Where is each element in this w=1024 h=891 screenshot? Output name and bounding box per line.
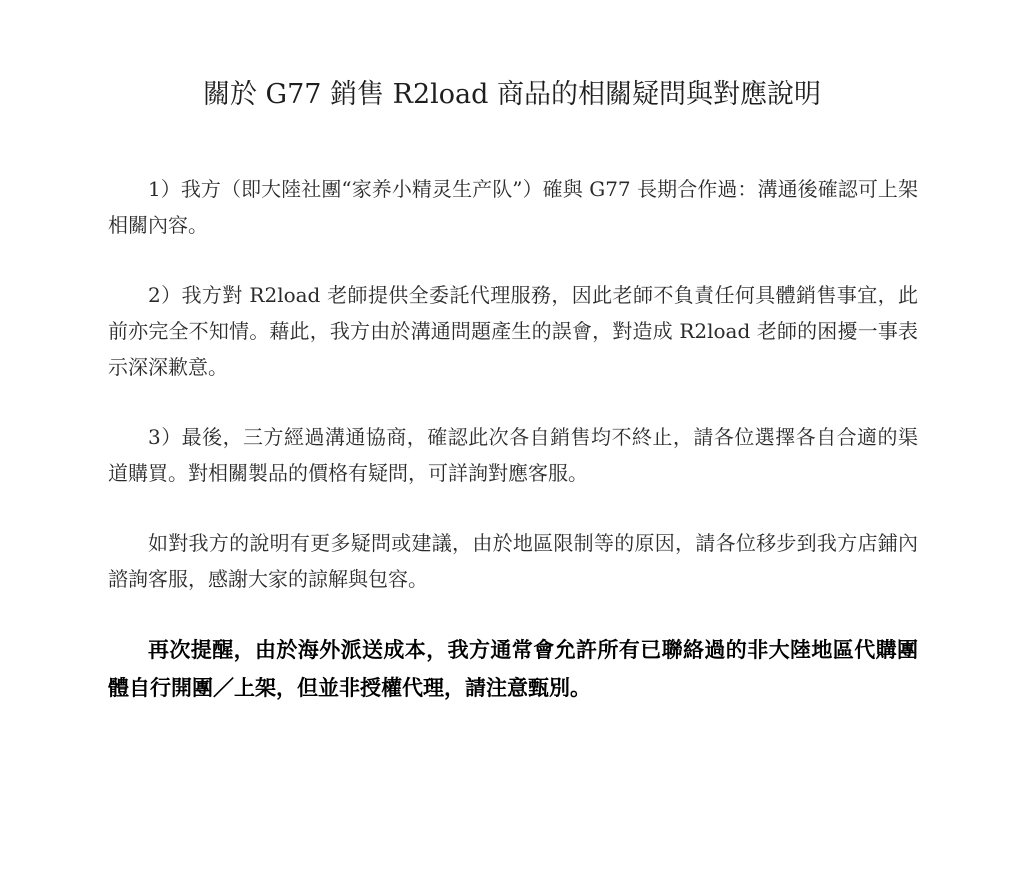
bold-notice: 再次提醒，由於海外派送成本，我方通常會允許所有已聯絡過的非大陸地區代購團體自行開團／上架，但並非授權代理，請注意甄別。 xyxy=(108,637,918,700)
paragraph-contact: 如對我方的說明有更多疑問或建議，由於地區限制等的原因，請各位移步到我方店鋪內諮詢客服，感謝大家的諒解與包容。 xyxy=(108,531,918,591)
paragraph-3: 3）最後，三方經過溝通協商，確認此次各自銷售均不終止，請各位選擇各自合適的渠道購買。對相關製品的價格有疑問，可詳詢對應客服。 xyxy=(108,425,918,485)
page-title: 關於 G77 銷售 R2load 商品的相關疑問與對應說明 xyxy=(202,79,822,110)
document-body xyxy=(108,171,918,741)
paragraph-2: 2）我方對 R2load 老師提供全委託代理服務，因此老師不負責任何具體銷售事宜，此前亦完全不知情。藉此，我方由於溝通問題產生的誤會，對造成 R2load 老師的困擾一事表示深深歉意。 xyxy=(108,283,918,379)
paragraph-1: 1）我方（即大陸社團“家养小精灵生产队”）確與 G77 長期合作過：溝通後確認可上架相關內容。 xyxy=(108,177,918,237)
